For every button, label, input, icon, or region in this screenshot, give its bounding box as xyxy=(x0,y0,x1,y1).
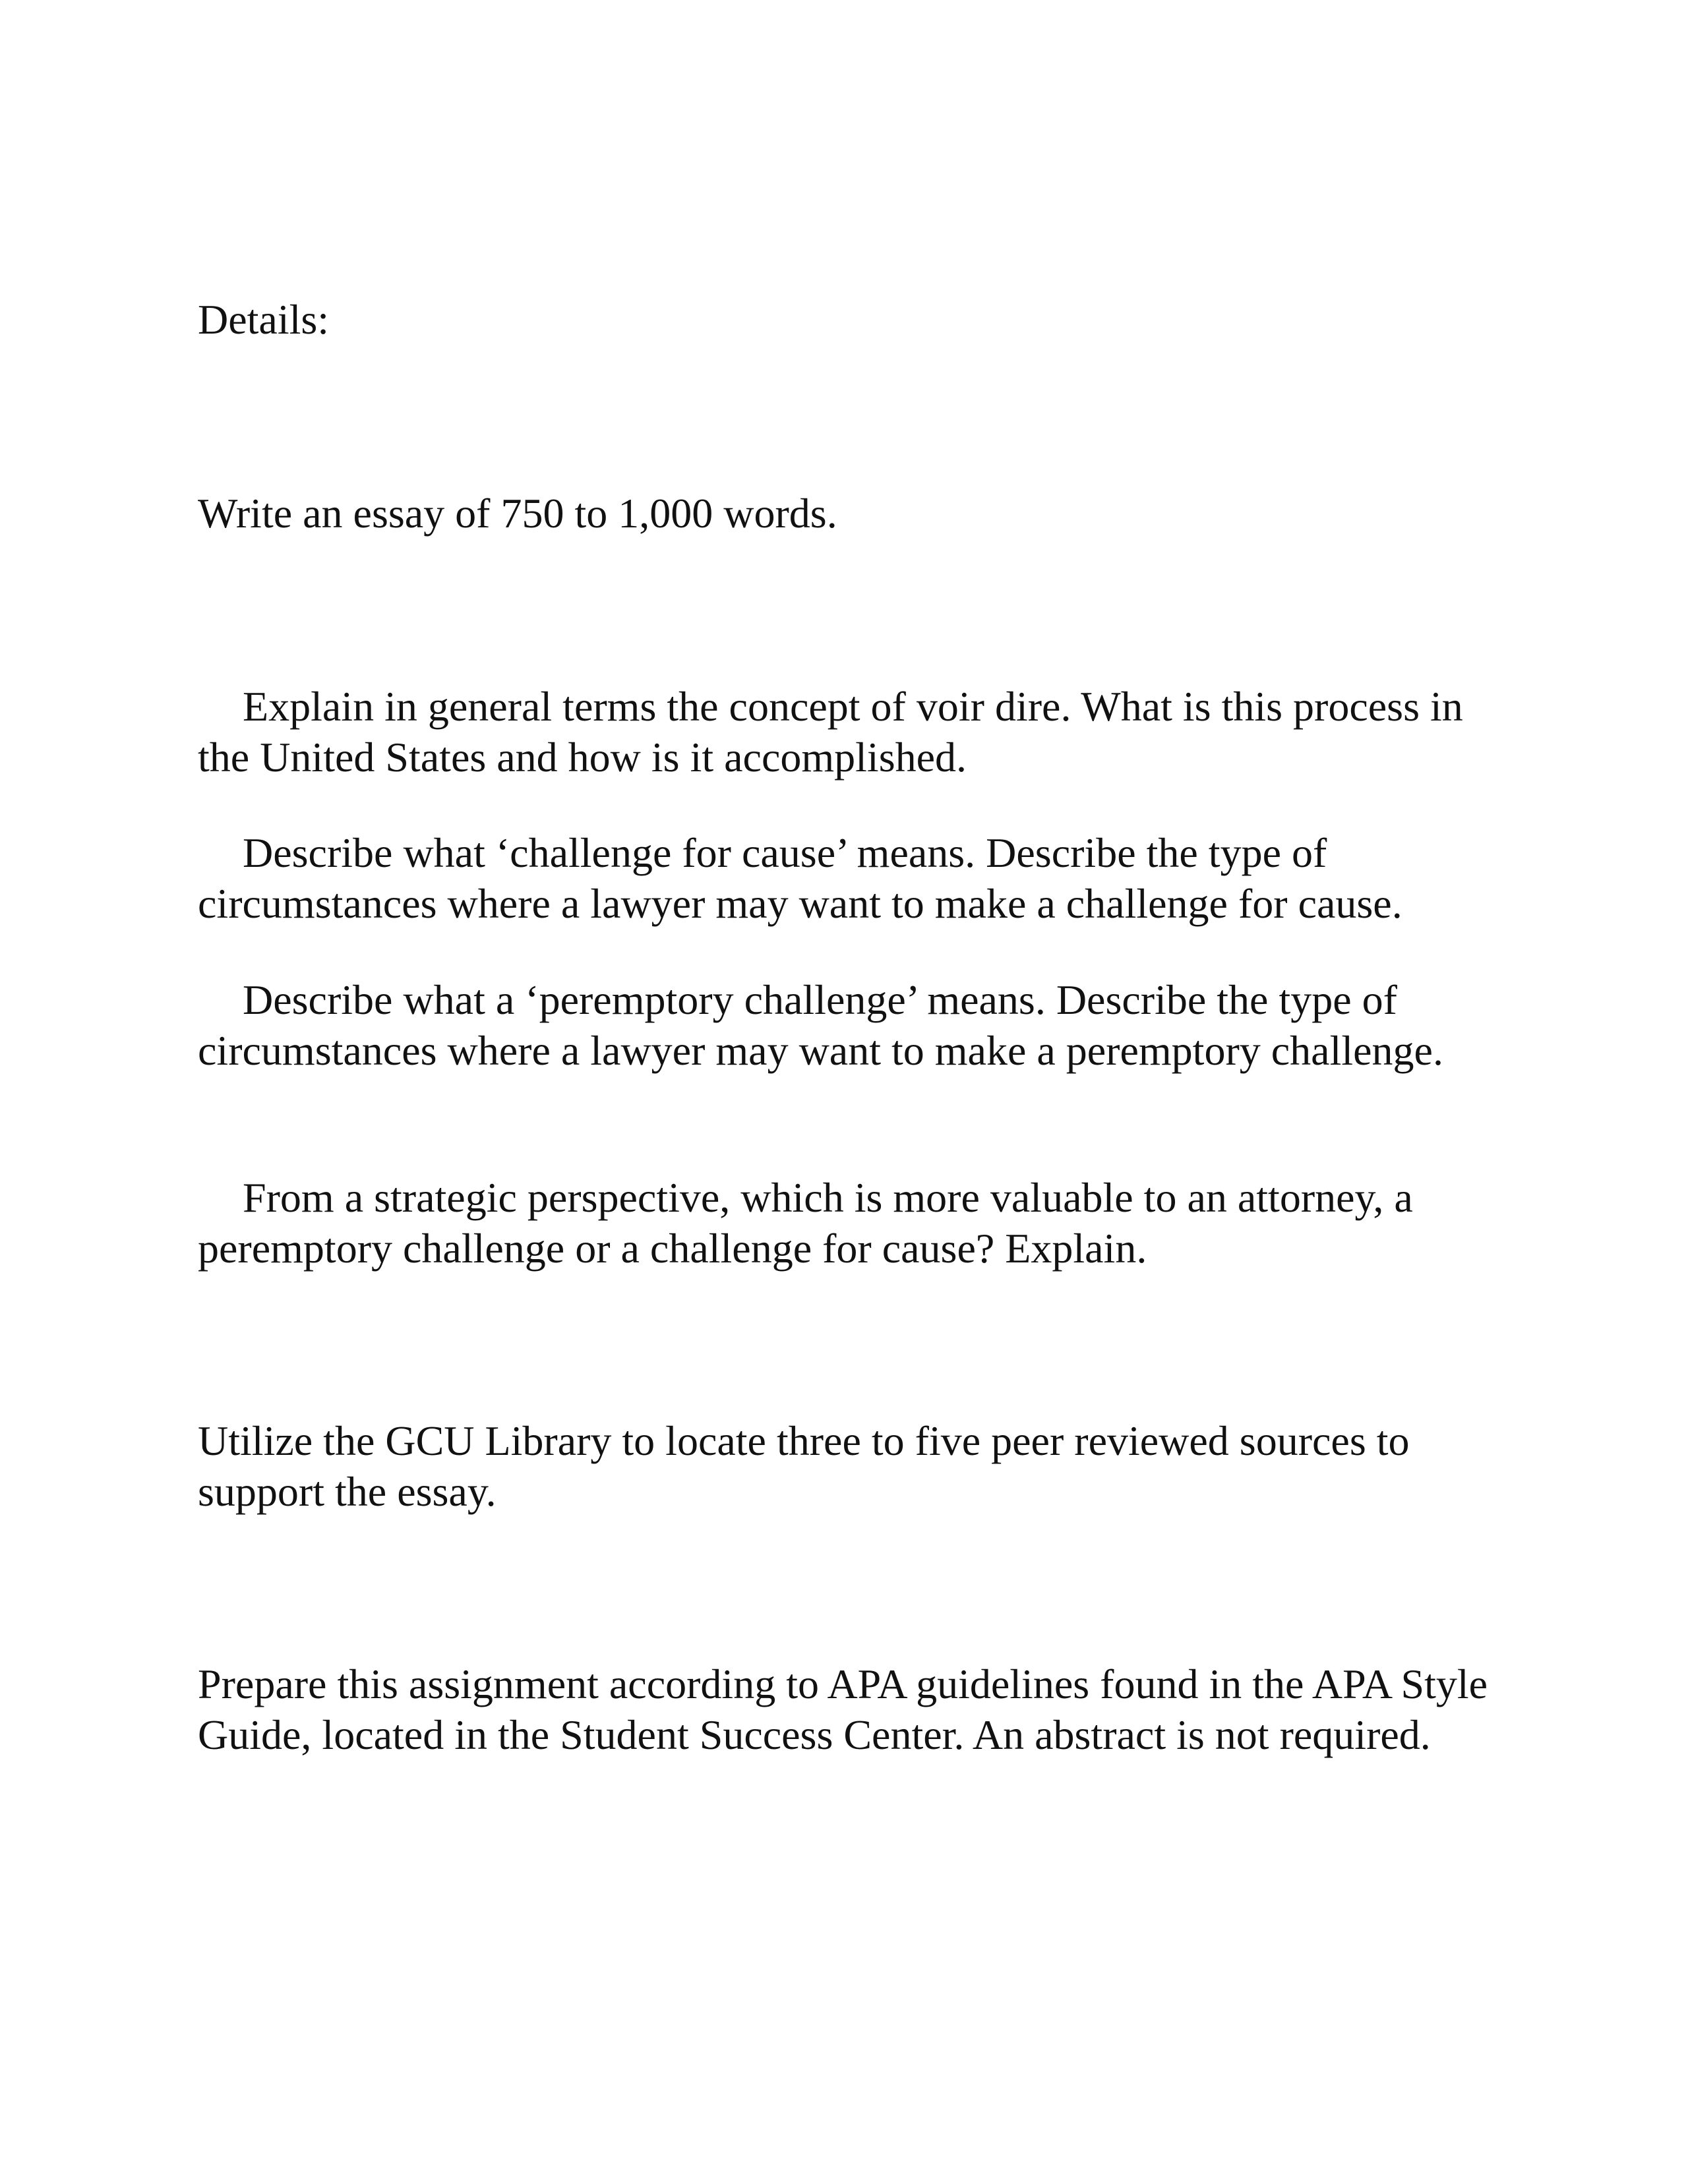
question-peremptory-challenge: Describe what a ‘peremptory challenge’ means. Describe the type of circumstances where a lawyer may want to make a peremptory challenge. xyxy=(198,976,1443,1074)
question-voir-dire: Explain in general terms the concept of voir dire. What is this process in the United States and how is it accomplished. xyxy=(198,683,1463,781)
library-sources-instruction: Utilize the GCU Library to locate three to five peer reviewed sources to support the essay. xyxy=(198,1417,1410,1515)
question-challenge-for-cause: Describe what ‘challenge for cause’ means. Describe the type of circumstances where a lawyer may want to make a challenge for cause. xyxy=(198,829,1402,927)
apa-guidelines-instruction: Prepare this assignment according to APA guidelines found in the APA Style Guide, located in the Student Success Center. An abstract is not required. xyxy=(198,1661,1488,1758)
details-heading: Details: xyxy=(198,296,330,343)
question-strategic-perspective: From a strategic perspective, which is more valuable to an attorney, a peremptory challenge or a challenge for cause? Explain. xyxy=(198,1174,1413,1272)
essay-length-instruction: Write an essay of 750 to 1,000 words. xyxy=(198,490,837,537)
